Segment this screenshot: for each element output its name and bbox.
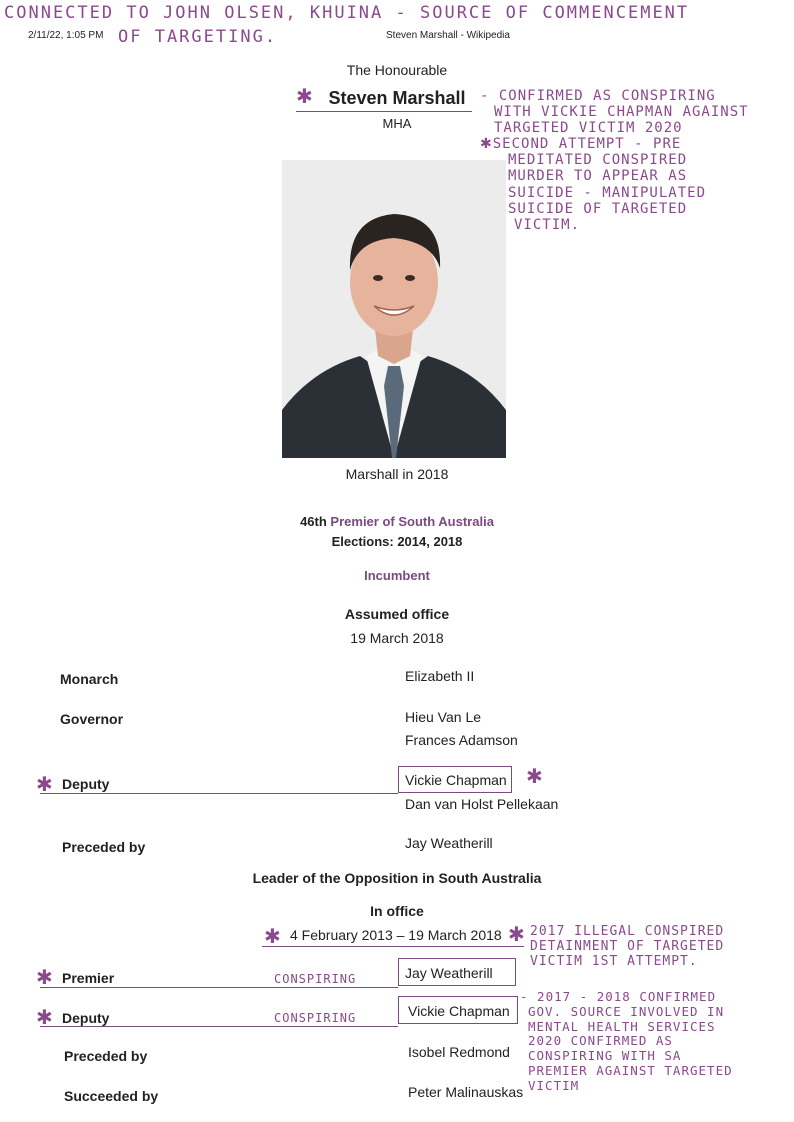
star-mark-name: ✱ — [296, 84, 313, 108]
star-mark-deputy1-right: ✱ — [526, 764, 543, 788]
annotation-bottom-block: - 2017 - 2018 CONFIRMED GOV. SOURCE INVOLVED IN MENTAL HEALTH SERVICES 2020 CONFIRMED AS CONSPIRING WITH SA PREMIER AGAINST TARGETED VICTIM — [520, 989, 733, 1093]
post-nominal: MHA — [382, 116, 412, 131]
office2-row-preceded-value[interactable]: Isobel Redmond — [408, 1044, 510, 1060]
annotation-conspiring-2: CONSPIRING — [274, 1011, 357, 1025]
office2-dates-underline — [262, 946, 524, 947]
annotation-conspiring-1: CONSPIRING — [274, 972, 357, 986]
office1-row-preceded-value[interactable]: Jay Weatherill — [405, 835, 493, 851]
photo-caption: Marshall in 2018 — [345, 466, 449, 482]
office2-row-premier-value[interactable]: Jay Weatherill — [405, 965, 493, 981]
annotation-top-line1: CONNECTED TO JOHN OLSEN, KHUINA - SOURCE OF COMMENCEMENT — [4, 3, 690, 23]
office1-elections[interactable]: Elections: 2014, 2018 — [331, 534, 463, 549]
premier-underline — [40, 987, 398, 988]
office1-row-deputy-label: Deputy — [62, 776, 110, 792]
star-mark-premier: ✱ — [36, 965, 53, 989]
office1-row-monarch-value[interactable]: Elizabeth II — [405, 668, 475, 684]
portrait-photo — [282, 160, 506, 458]
annotation-top-line2: OF TARGETING. — [118, 27, 278, 47]
annotation-mid-block: 2017 ILLEGAL CONSPIRED DETAINMENT OF TARGETED VICTIM 1ST ATTEMPT. — [530, 924, 725, 969]
deputy2-underline — [40, 1026, 398, 1027]
star-mark-second: ✱ — [480, 136, 493, 153]
office1-row-governor-label: Governor — [60, 711, 124, 727]
office2-row-succeeded-label: Succeeded by — [64, 1088, 159, 1104]
office1-row-monarch-label: Monarch — [60, 671, 119, 687]
office2-row-preceded-label: Preceded by — [64, 1048, 148, 1064]
office1-ordinal: 46th — [300, 514, 327, 529]
office2-row-succeeded-value[interactable]: Peter Malinauskas — [408, 1084, 524, 1100]
star-mark-deputy2: ✱ — [36, 1005, 53, 1029]
office1-status: Incumbent — [364, 568, 430, 583]
office1-assumed-label: Assumed office — [344, 606, 450, 622]
office1-row-governor-value-1[interactable]: Hieu Van Le — [405, 709, 482, 725]
deputy1-underline — [40, 793, 398, 794]
star-mark-dates-left: ✱ — [264, 924, 281, 948]
office1-title[interactable]: Premier of South Australia — [330, 514, 494, 529]
name-underline — [296, 111, 472, 112]
office1-title-line — [0, 514, 794, 529]
office2-row-deputy-label: Deputy — [62, 1010, 110, 1026]
print-page-title: Steven Marshall - Wikipedia — [386, 30, 510, 41]
office2-row-premier-label: Premier — [62, 970, 115, 986]
annotation-right-block: - CONFIRMED AS CONSPIRING WITH VICKIE CHAPMAN AGAINST TARGETED VICTIM 2020 ✱SECOND ATTEMPT - PRE MEDITATED CONSPIRED MURDER TO APPEAR AS SUICIDE - MANIPULATED SUICIDE OF TARGETED VICTIM. — [480, 88, 749, 233]
office2-row-deputy-value[interactable]: Vickie Chapman — [408, 1003, 510, 1019]
office2-title[interactable]: Leader of the Opposition in South Australia — [252, 870, 542, 886]
print-datetime: 2/11/22, 1:05 PM — [28, 30, 104, 41]
star-mark-deputy1: ✱ — [36, 772, 53, 796]
office1-row-deputy-value-2[interactable]: Dan van Holst Pellekaan — [405, 796, 559, 812]
office1-assumed-date: 19 March 2018 — [350, 630, 444, 646]
portrait-illustration — [282, 160, 506, 458]
honorific: The Honourable — [346, 62, 448, 78]
office2-status: In office — [370, 903, 424, 919]
star-mark-dates-right: ✱ — [508, 922, 525, 946]
office1-row-preceded-label: Preceded by — [62, 839, 146, 855]
office2-dates: 4 February 2013 – 19 March 2018 — [290, 927, 502, 943]
office1-row-governor-value-2[interactable]: Frances Adamson — [405, 732, 518, 748]
office1-row-deputy-value-1[interactable]: Vickie Chapman — [405, 772, 507, 788]
person-name: Steven Marshall — [328, 88, 466, 108]
